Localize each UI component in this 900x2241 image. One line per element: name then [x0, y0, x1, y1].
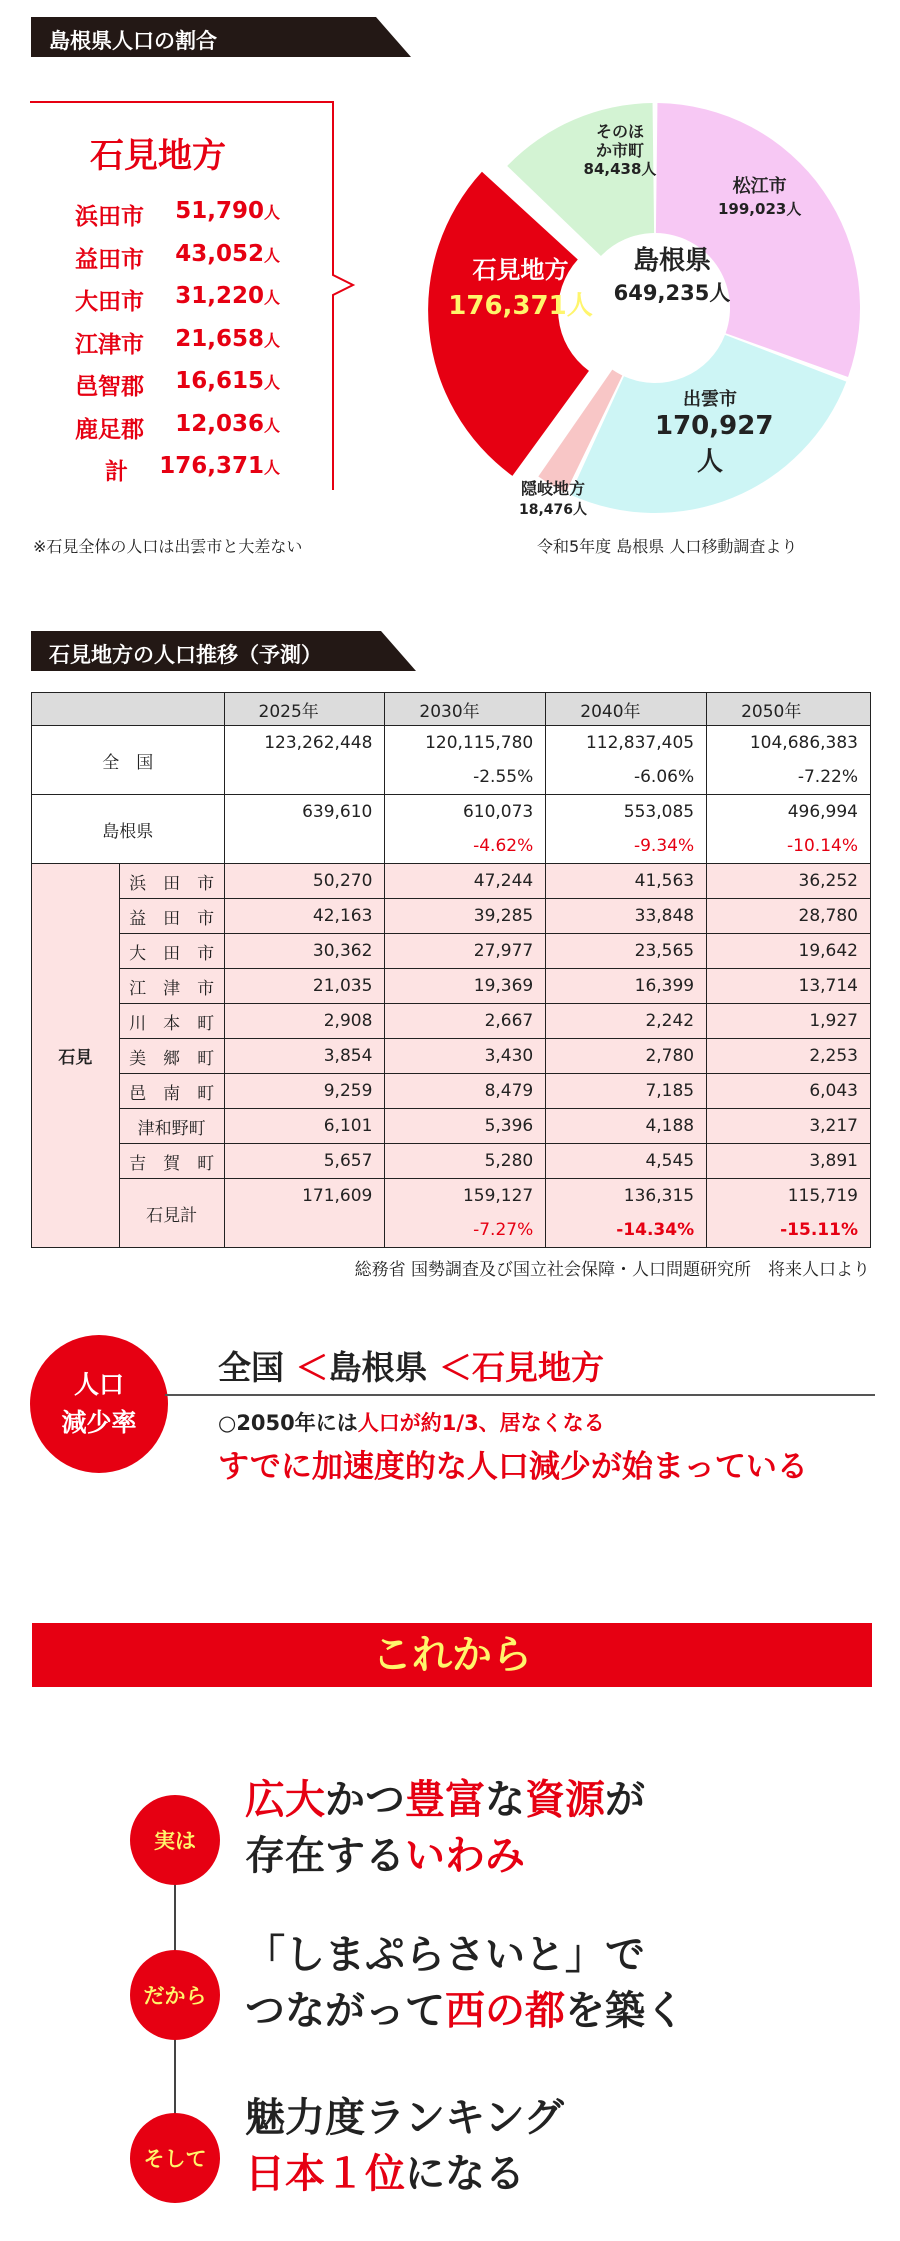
- pie-label-matsue: [718, 172, 801, 219]
- table-cell: [546, 969, 707, 1004]
- table-cell: [224, 1109, 385, 1144]
- table-cell-value: 120,115,780: [425, 733, 534, 753]
- table-cell: [385, 726, 546, 795]
- iwami-row: [75, 368, 280, 400]
- timeline-step-line2: [245, 1828, 645, 1884]
- decline-sub: [218, 1407, 605, 1437]
- table-cell-value: 4,188: [645, 1116, 695, 1136]
- cmp-shimane: 島根県: [328, 1348, 428, 1387]
- table-cell: [224, 1144, 385, 1179]
- timeline-segment: 広大: [245, 1777, 325, 1823]
- decline-headline: すでに加速度的な人口減少が始まっている: [218, 1449, 808, 1485]
- timeline-step-line1: [245, 2090, 564, 2146]
- iwami-row-number: 16,615: [175, 368, 264, 394]
- iwami-row: [75, 453, 280, 485]
- timeline-segment: な: [485, 1777, 525, 1823]
- table-row-label: 大 田 市: [119, 934, 224, 969]
- table-cell: [385, 934, 546, 969]
- table-cell: [224, 1039, 385, 1074]
- timeline-step-text: [245, 2090, 564, 2202]
- table-cell: [707, 969, 871, 1004]
- pie-label-oki-name: 隠岐地方: [520, 479, 585, 498]
- decline-circle-line1: 人口: [73, 1370, 124, 1399]
- table-cell: [385, 864, 546, 899]
- table-cell: [546, 934, 707, 969]
- timeline-step-line2: [245, 2146, 564, 2202]
- timeline-step-text: [245, 1927, 685, 2039]
- table-cell-change: -15.11%: [780, 1220, 858, 1240]
- table-cell-value: 21,035: [312, 976, 373, 996]
- table-cell: [707, 934, 871, 969]
- table-cell: [224, 726, 385, 795]
- table-row: [32, 934, 871, 969]
- pie-label-iwami-value: 176,371人: [448, 291, 593, 321]
- table-cell-value: 2,253: [809, 1046, 858, 1066]
- population-forecast-table: [31, 692, 871, 1248]
- table-cell-change: -7.27%: [473, 1220, 534, 1240]
- table-cell: [385, 1109, 546, 1144]
- iwami-row: [75, 283, 280, 315]
- table-header-cell: 2030年: [385, 693, 546, 726]
- table-cell-value: 30,362: [312, 941, 373, 961]
- timeline-segment: 豊富: [405, 1777, 485, 1823]
- table-row-label: 江 津 市: [119, 969, 224, 1004]
- timeline-segment: かつ: [325, 1777, 405, 1823]
- pie-label-izumo: [655, 385, 774, 478]
- table-header-cell: 2025年: [224, 693, 385, 726]
- table-cell-value: 4,545: [645, 1151, 695, 1171]
- table-cell: [385, 1039, 546, 1074]
- timeline-step-line1: [245, 1772, 645, 1828]
- table-cell-value: 104,686,383: [749, 733, 858, 753]
- table-cell-value: 8,479: [484, 1081, 534, 1101]
- table-cell-value: 23,565: [634, 941, 695, 961]
- iwami-row-value: [159, 453, 280, 479]
- iwami-row: [75, 326, 280, 358]
- decline-divider: [165, 1394, 875, 1396]
- iwami-row-name: 浜田市: [75, 204, 144, 230]
- iwami-row-value: [175, 283, 280, 309]
- iwami-row-number: 31,220: [175, 283, 264, 309]
- iwami-row-unit: 人: [263, 288, 280, 307]
- table-cell: [385, 969, 546, 1004]
- table-row-label: 益 田 市: [119, 899, 224, 934]
- table-cell: [224, 1074, 385, 1109]
- table-group-label: 石見: [32, 864, 120, 1248]
- table-cell-value: 36,252: [798, 871, 858, 891]
- table-row: [32, 864, 871, 899]
- decline-circle-line2: 減少率: [61, 1408, 137, 1437]
- table-cell: [546, 1039, 707, 1074]
- table-cell-value: 47,244: [473, 871, 534, 891]
- table-cell: [224, 864, 385, 899]
- table-row: [32, 1179, 871, 1248]
- table-cell: [385, 899, 546, 934]
- pie-label-other-name: そのほか市町: [595, 122, 644, 160]
- table-cell-value: 2,242: [645, 1011, 695, 1031]
- table-cell-value: 610,073: [462, 802, 534, 822]
- iwami-row-name: 邑智郡: [75, 374, 144, 400]
- table-cell-value: 7,185: [645, 1081, 695, 1101]
- timeline-segment: を築く: [565, 1988, 685, 2034]
- timeline-step-badge: だから: [130, 1950, 220, 2040]
- table-cell-value: 496,994: [787, 802, 858, 822]
- timeline-step-line1: [245, 1927, 685, 1983]
- table-cell-change: -2.55%: [473, 767, 534, 787]
- table-header-cell: 2050年: [707, 693, 871, 726]
- table-cell-value: 115,719: [787, 1186, 858, 1206]
- table-cell-change: -7.22%: [797, 767, 858, 787]
- iwami-row-name: 大田市: [75, 289, 144, 315]
- decline-sub-red: 人口が約1/3、居なくなる: [357, 1411, 605, 1435]
- iwami-title: 石見地方: [90, 136, 226, 176]
- pie-center-label: [612, 240, 732, 307]
- table-header-row: [32, 693, 871, 726]
- table-cell-value: 6,043: [809, 1081, 858, 1101]
- decline-sub-prefix: ○2050年には: [218, 1411, 358, 1435]
- pie-label-matsue-value: 199,023人: [718, 200, 802, 218]
- table-cell-value: 2,780: [645, 1046, 695, 1066]
- table-cell-value: 19,642: [798, 941, 858, 961]
- pie-source: 令和5年度 島根県 人口移動調査より: [537, 537, 798, 556]
- table-row-label: 浜 田 市: [119, 864, 224, 899]
- timeline-segment: が: [605, 1777, 645, 1823]
- iwami-row-unit: 人: [263, 458, 280, 477]
- table-cell-change: -6.06%: [633, 767, 695, 787]
- table-cell-value: 27,977: [473, 941, 534, 961]
- table-cell-value: 50,270: [312, 871, 373, 891]
- table-cell-value: 3,891: [809, 1151, 858, 1171]
- pie-label-izumo-value: 170,927人: [655, 411, 774, 477]
- iwami-row-value: [175, 368, 280, 394]
- cmp-lt-2: ＜: [439, 1348, 472, 1387]
- timeline-segment: 西の都: [445, 1988, 565, 2034]
- future-banner: これから: [32, 1623, 872, 1687]
- table-cell-change: -9.34%: [633, 836, 695, 856]
- table-cell-value: 33,848: [634, 906, 695, 926]
- iwami-row-value: [175, 241, 280, 267]
- table-cell: [707, 1039, 871, 1074]
- iwami-row-unit: 人: [263, 415, 280, 435]
- iwami-row: [75, 411, 280, 443]
- table-header-corner: [32, 693, 225, 726]
- table-cell: [546, 899, 707, 934]
- table-cell: [546, 1074, 707, 1109]
- pie-center-value: 649,235人: [613, 281, 731, 305]
- table-cell: [224, 899, 385, 934]
- table-cell-value: 42,163: [312, 906, 373, 926]
- iwami-row-unit: 人: [263, 330, 280, 350]
- table-cell-value: 159,127: [462, 1186, 534, 1206]
- timeline-step-badge: そして: [130, 2113, 220, 2203]
- table-cell: [224, 934, 385, 969]
- iwami-row-name: 鹿足郡: [75, 416, 144, 443]
- table-row: [32, 1039, 871, 1074]
- timeline-segment: になる: [405, 2151, 525, 2197]
- table-cell: [385, 795, 546, 864]
- table-cell-value: 6,101: [323, 1116, 373, 1136]
- iwami-row: [75, 198, 280, 230]
- pie-label-iwami-name: 石見地方: [472, 256, 569, 284]
- table-row: [32, 899, 871, 934]
- decline-rate-circle: [30, 1335, 168, 1473]
- pie-label-izumo-name: 出雲市: [683, 389, 737, 410]
- cmp-lt-1: ＜: [295, 1348, 329, 1387]
- timeline-segment: 魅力度ランキング: [245, 2095, 564, 2141]
- table-cell: [546, 1179, 707, 1248]
- table-row: [32, 726, 871, 795]
- table-cell: [546, 864, 707, 899]
- iwami-row: [75, 241, 280, 273]
- table-cell-value: 5,657: [323, 1151, 373, 1171]
- table-cell-value: 1,927: [809, 1011, 858, 1031]
- timeline-segment: 日本１位: [245, 2151, 405, 2197]
- table-row: [32, 1144, 871, 1179]
- table-cell-value: 112,837,405: [585, 733, 695, 753]
- decline-comparison: [218, 1342, 604, 1389]
- iwami-row-number: 43,052: [175, 240, 264, 267]
- iwami-note: ※石見全体の人口は出雲市と大差ない: [33, 537, 303, 556]
- table-cell-value: 2,667: [484, 1011, 534, 1031]
- table-cell: [546, 726, 707, 795]
- section-banner-share: 島根県人口の割合: [31, 17, 411, 57]
- table-cell-value: 39,285: [473, 906, 534, 926]
- table-cell-value: 3,217: [809, 1116, 858, 1136]
- table-cell-value: 3,430: [484, 1046, 534, 1066]
- table-header-cell: 2040年: [546, 693, 707, 726]
- pie-label-oki: [508, 476, 598, 519]
- table-row-label: 石見計: [119, 1179, 224, 1248]
- table-cell-value: 123,262,448: [264, 733, 373, 753]
- table-row: [32, 969, 871, 1004]
- pie-label-matsue-name: 松江市: [732, 176, 787, 197]
- table-row-label: 吉 賀 町: [119, 1144, 224, 1179]
- iwami-row-value: [175, 411, 280, 437]
- table-cell: [707, 864, 871, 899]
- table-cell: [224, 1004, 385, 1039]
- table-row-label: 美 郷 町: [119, 1039, 224, 1074]
- table-cell-value: 16,399: [634, 976, 695, 996]
- table-cell-change: -14.34%: [616, 1220, 695, 1240]
- table-cell: [385, 1004, 546, 1039]
- table-source: 総務省 国勢調査及び国立社会保障・人口問題研究所 将来人口より: [354, 1260, 870, 1280]
- table-cell: [707, 899, 871, 934]
- table-cell-value: 13,714: [798, 976, 858, 996]
- table-cell: [707, 1074, 871, 1109]
- timeline-segment: 「しまぷらさいと」で: [245, 1932, 645, 1978]
- table-cell: [224, 1179, 385, 1248]
- timeline-segment: いわみ: [405, 1833, 525, 1879]
- table-cell: [707, 1179, 871, 1248]
- iwami-row-number: 176,371: [159, 453, 264, 479]
- timeline-segment: つながって: [245, 1988, 445, 2034]
- table-cell-value: 2,908: [323, 1011, 373, 1031]
- table-cell-value: 171,609: [302, 1186, 373, 1206]
- table-cell-value: 553,085: [623, 802, 695, 822]
- table-cell: [385, 1179, 546, 1248]
- pie-label-other: [570, 122, 670, 179]
- table-cell: [707, 1004, 871, 1039]
- pie-label-iwami: [448, 250, 593, 322]
- table-cell: [546, 795, 707, 864]
- table-cell: [707, 1109, 871, 1144]
- iwami-row-unit: 人: [263, 373, 280, 392]
- table-cell: [546, 1144, 707, 1179]
- table-cell: [707, 1144, 871, 1179]
- iwami-row-unit: 人: [263, 245, 280, 265]
- table-cell: [546, 1109, 707, 1144]
- table-row: [32, 1004, 871, 1039]
- table-row: [32, 1109, 871, 1144]
- table-cell-value: 5,280: [484, 1151, 534, 1171]
- table-cell-value: 639,610: [302, 802, 373, 822]
- table-row-label: 川 本 町: [119, 1004, 224, 1039]
- table-cell: [546, 1004, 707, 1039]
- table-cell-value: 41,563: [634, 871, 695, 891]
- table-row-label: 全 国: [32, 726, 225, 795]
- pie-center-title: 島根県: [632, 246, 711, 276]
- table-cell-value: 28,780: [798, 906, 858, 926]
- iwami-row-value: [175, 326, 280, 352]
- table-cell-value: 5,396: [484, 1116, 534, 1136]
- iwami-row-number: 51,790: [175, 198, 264, 224]
- pie-label-oki-value: 18,476人: [518, 502, 588, 518]
- section-banner-forecast: 石見地方の人口推移（予測）: [31, 631, 416, 671]
- timeline-step-badge: 実は: [130, 1795, 220, 1885]
- table-cell: [385, 1074, 546, 1109]
- table-cell: [224, 969, 385, 1004]
- iwami-row-number: 12,036: [175, 410, 264, 437]
- timeline-step-text: [245, 1772, 645, 1884]
- table-row-label: 島根県: [32, 795, 225, 864]
- table-row-label: 邑 南 町: [119, 1074, 224, 1109]
- table-cell-value: 19,369: [473, 976, 534, 996]
- iwami-row-name: 益田市: [75, 246, 144, 273]
- table-cell-change: -10.14%: [787, 836, 858, 856]
- timeline-segment: 存在する: [245, 1833, 405, 1879]
- iwami-row-number: 21,658: [175, 325, 264, 352]
- table-cell-value: 3,854: [323, 1046, 373, 1066]
- table-cell: [707, 795, 871, 864]
- timeline-step-line2: [245, 1983, 685, 2039]
- table-cell: [224, 795, 385, 864]
- cmp-iwami: 石見地方: [472, 1348, 604, 1387]
- pie-label-other-value: 84,438人: [583, 160, 657, 178]
- table-row-label: 津和野町: [119, 1109, 224, 1144]
- table-cell: [707, 726, 871, 795]
- iwami-row-unit: 人: [263, 203, 280, 222]
- table-row: [32, 1074, 871, 1109]
- table-cell-value: 9,259: [323, 1081, 373, 1101]
- iwami-row-name: 江津市: [75, 331, 144, 358]
- iwami-row-name: 計: [105, 459, 128, 485]
- cmp-national: 全国: [218, 1348, 284, 1387]
- timeline-segment: 資源: [525, 1777, 605, 1823]
- table-cell: [385, 1144, 546, 1179]
- iwami-row-value: [175, 198, 280, 224]
- table-cell-change: -4.62%: [473, 836, 534, 856]
- table-cell-value: 136,315: [623, 1186, 695, 1206]
- table-row: [32, 795, 871, 864]
